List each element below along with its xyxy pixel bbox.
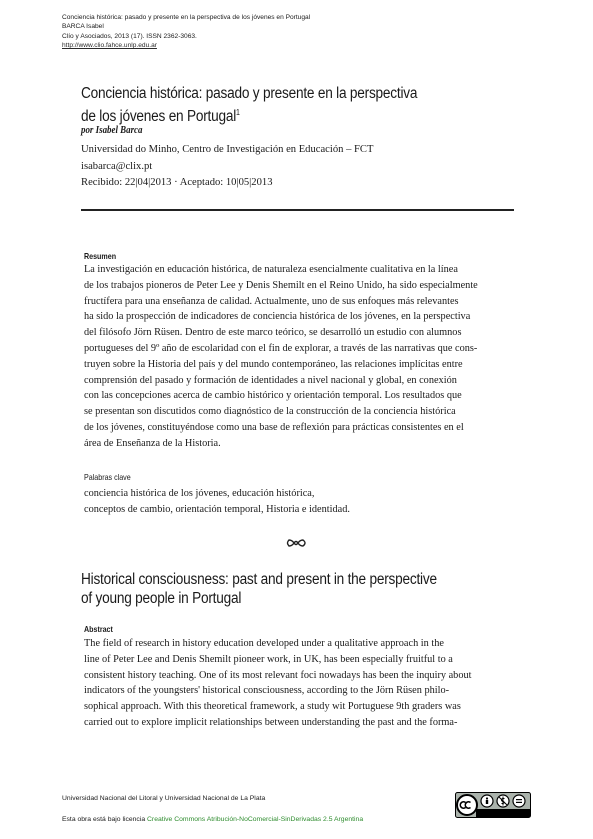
divider-rule: [81, 209, 514, 211]
email: isabarca@clix.pt: [81, 161, 153, 172]
keywords-heading: Palabras clave: [84, 472, 131, 482]
received-accepted-dates: Recibido: 22|04|2013 · Aceptado: 10|05|2013: [81, 177, 273, 188]
abstract-heading: Abstract: [84, 624, 113, 634]
journal-link[interactable]: http://www.clio.fahce.unlp.edu.ar: [62, 42, 157, 50]
english-title-line-2: of young people in Portugal: [81, 590, 242, 607]
english-title: [81, 570, 486, 608]
resumen-line: de los jóvenes, constituyéndose como una base de reflexión para prácticas consistentes en el: [84, 421, 464, 433]
resumen-line: se presentan son discutidos como diagnóstico de la construcción de la conciencia histórica: [84, 406, 456, 418]
resumen-line: comprensión del pasado y formación de identidades a nivel nacional y global, en conexión: [84, 374, 457, 386]
license-link[interactable]: Creative Commons Atribución-NoComercial-SinDerivadas 2.5 Argentina: [147, 816, 364, 823]
resumen-line: con las concepciones acerca de cambio histórico y orientación temporal. Los resultados que: [84, 390, 462, 402]
header-journal: Clío y Asociados, 2013 (17). ISSN 2362-3063.: [62, 32, 197, 40]
abstract-line: carried out to explore implicit relationships between understanding the past and the forma-: [84, 716, 458, 728]
resumen-line: truyen sobre la Historia del país y del mundo contemporáneo, las relaciones implícitas entre: [84, 358, 463, 370]
license-prefix: Esta obra está bajo licencia: [62, 816, 146, 823]
resumen-line: fructífera para una enseñanza de calidad. Actualmente, uno de sus enfoques más relevantes: [84, 295, 459, 307]
resumen-heading: Resumen: [84, 251, 117, 261]
affiliation: Universidad do Minho, Centro de Investigación en Educación – FCT: [81, 144, 374, 155]
abstract-line: sophical approach. With this theoretical framework, a study wit Portuguese 9th graders was: [84, 701, 461, 713]
header-article-title: Conciencia histórica: pasado y presente en la perspectiva de los jóvenes en Portugal: [62, 14, 311, 21]
footnote-mark: 1: [236, 108, 240, 117]
article-title-line-2: de los jóvenes en Portugal: [81, 108, 237, 126]
resumen-line: La investigación en educación histórica, de naturaleza esencialmente cualitativa en la línea: [84, 264, 458, 275]
keywords-line-2: conceptos de cambio, orientación temporal, Historia e identidad.: [84, 504, 350, 515]
resumen-body: [84, 262, 514, 452]
abstract-body: [84, 636, 514, 731]
cc-by-nc-nd-badge-icon[interactable]: [455, 792, 531, 818]
footer-institution: Universidad Nacional del Litoral y Universidad Nacional de La Plata: [62, 795, 266, 802]
author-name: por Isabel Barca: [81, 125, 143, 136]
footer-license: [62, 816, 363, 823]
abstract-line: line of Peter Lee and Denis Shemilt pioneer work, in UK, has been especially fruitful to a: [84, 653, 453, 665]
resumen-line: ha sido la prospección de indicadores de conciencia histórica de los jóvenes, en la perspectiva: [84, 311, 471, 323]
english-title-line-1: Historical consciousness: past and present in the perspective: [81, 571, 437, 588]
keywords-line-1: conciencia histórica de los jóvenes, educación histórica,: [84, 488, 315, 499]
article-title: [81, 84, 468, 126]
running-header: [62, 13, 310, 51]
header-author: BARCA Isabel: [62, 23, 104, 31]
abstract-line: consistent history teaching. One of its most relevant foci nowadays has been the inquiry about: [84, 669, 472, 681]
abstract-line: indicators of the youngsters' historical consciousness, according to the Jörn Rüsen philo-: [84, 685, 450, 697]
abstract-line: The field of research in history education developed under a qualitative approach in the: [84, 638, 444, 649]
ornament-icon: [286, 538, 308, 548]
resumen-line: área de Enseñanza de la Historia.: [84, 437, 221, 449]
article-title-line-1: Conciencia histórica: pasado y presente en la perspectiva: [81, 85, 418, 102]
resumen-line: portugueses del 9º año de escolaridad con el fin de explorar, a través de las narrativas que cons-: [84, 342, 478, 354]
resumen-line: del filósofo Jörn Rüsen. Dentro de este marco teórico, se desarrolló un estudio con alumnos: [84, 327, 462, 339]
resumen-line: de los trabajos pioneros de Peter Lee y Denis Shemilt en el Reino Unido, ha sido especialmente: [84, 279, 478, 291]
